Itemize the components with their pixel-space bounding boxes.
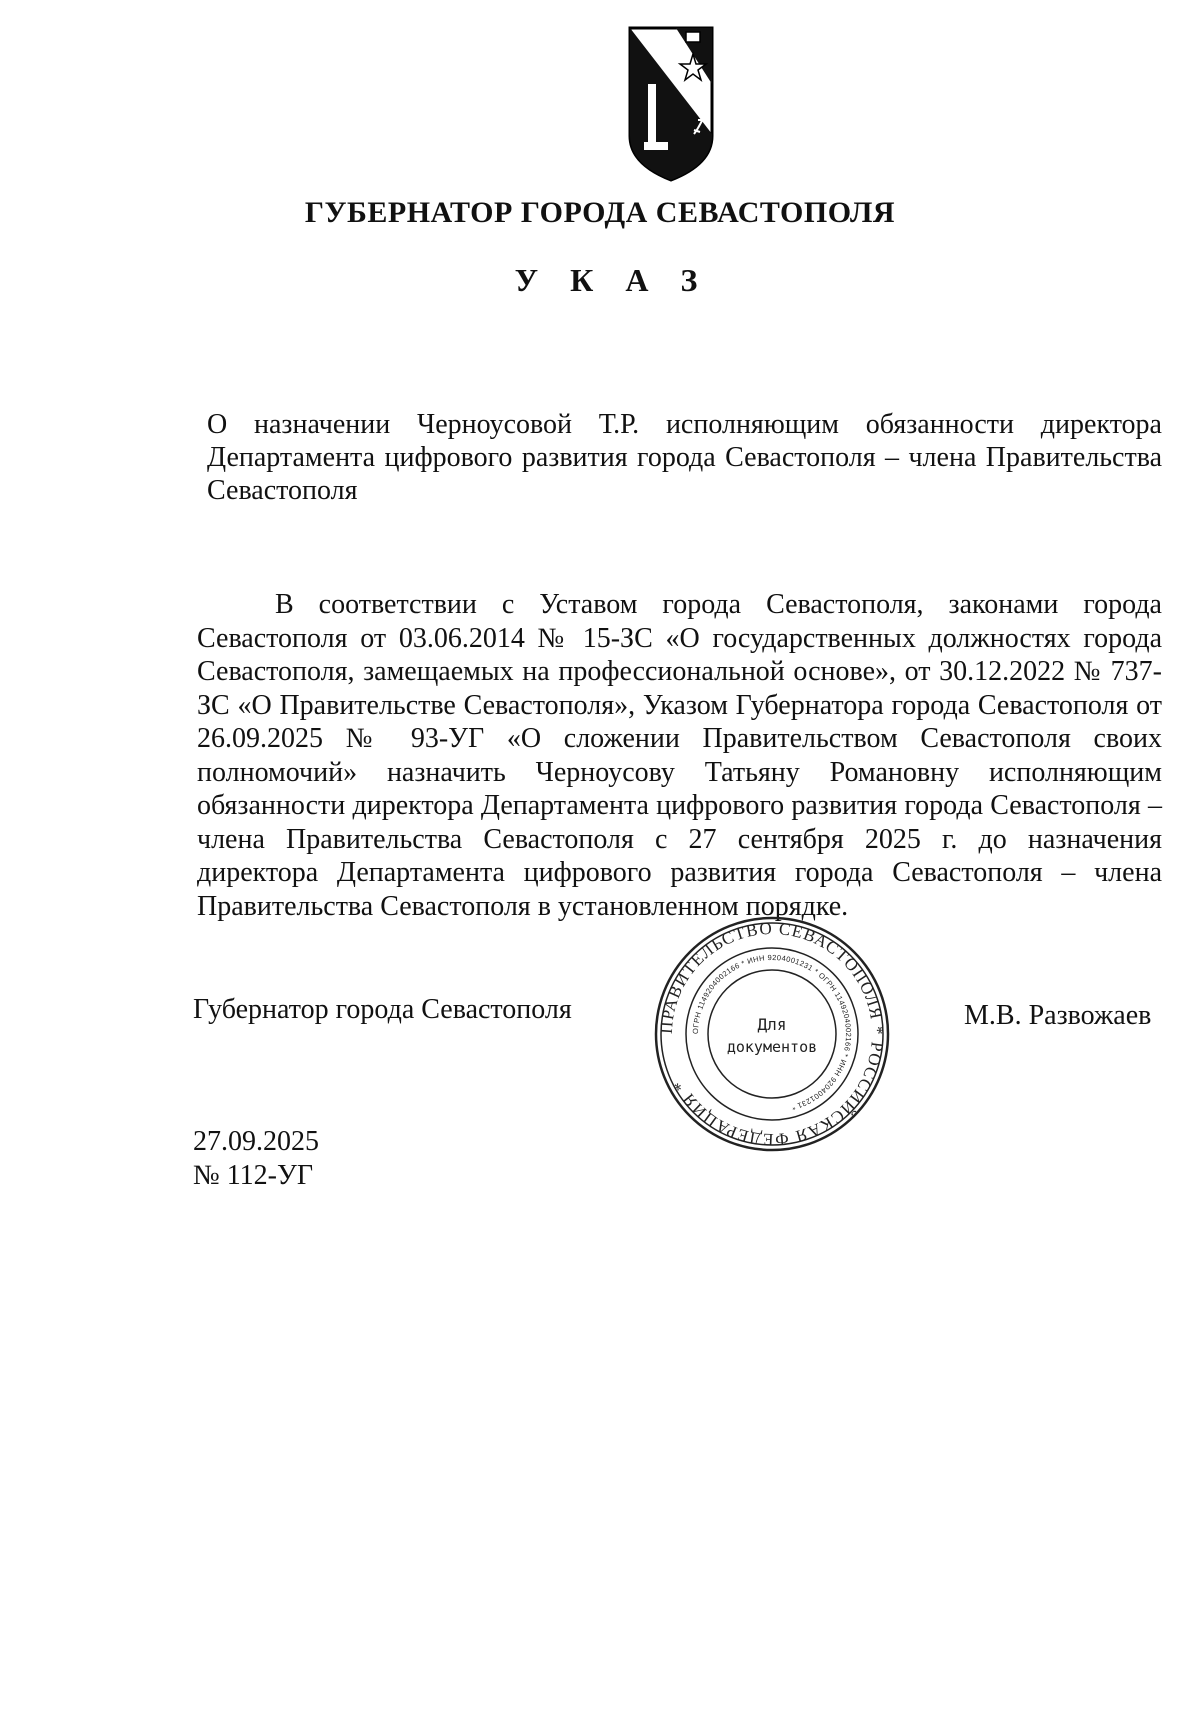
seal-center-line-1: Для (757, 1015, 787, 1034)
decree-body: В соответствии с Уставом города Севастополя, законами города Севастополя от 03.06.2014 № 15-ЗС «О государственных должностях города Севастополя, замещаемых на профессиональной основе», от 30.12.2022 № 737-ЗС «О Правительстве Севастополя», Указом Губернатора города Севастополя от 26.09.2025 № 93-УГ «О сложении Правительством Севастополя своих полномочий» назначить Черноусову Татьяну Романовну исполняющим обязанности директора Департамента цифрового развития города Севастополя – члена Правительства Севастополя с 27 сентября 2025 г. до назначения директора Департамента цифрового развития города Севастополя – члена Правительства Севастополя в установленном порядке. (197, 589, 1162, 922)
seal-center-line-2: документов (726, 1038, 818, 1056)
seal-inner-text: ОГРН 1149204002166 * ИНН 9204001231 * ОГРН 1149204002166 * ИНН 9204001231 * (690, 952, 854, 1113)
issuing-authority-title: ГУБЕРНАТОР ГОРОДА СЕВАСТОПОЛЯ (304, 196, 896, 229)
document-date: 27.09.2025 (193, 1126, 319, 1157)
decree-subject: О назначении Черноусовой Т.Р. исполняющим обязанности директора Департамента цифрового развития города Севастополя – члена Правительства Севастополя (207, 409, 1162, 506)
sevastopol-coat-of-arms-icon (626, 24, 716, 184)
signer-position: Губернатор города Севастополя (193, 994, 572, 1025)
signer-name: М.В. Развожаев (964, 1000, 1152, 1031)
document-number: № 112-УГ (193, 1160, 314, 1191)
official-seal-stamp (652, 914, 892, 1154)
document-type-title: У К А З (514, 262, 710, 298)
seal-outer-text: ПРАВИТЕЛЬСТВО СЕВАСТОПОЛЯ * РОССИЙСКАЯ ФЕДЕРАЦИЯ * (656, 918, 888, 1150)
